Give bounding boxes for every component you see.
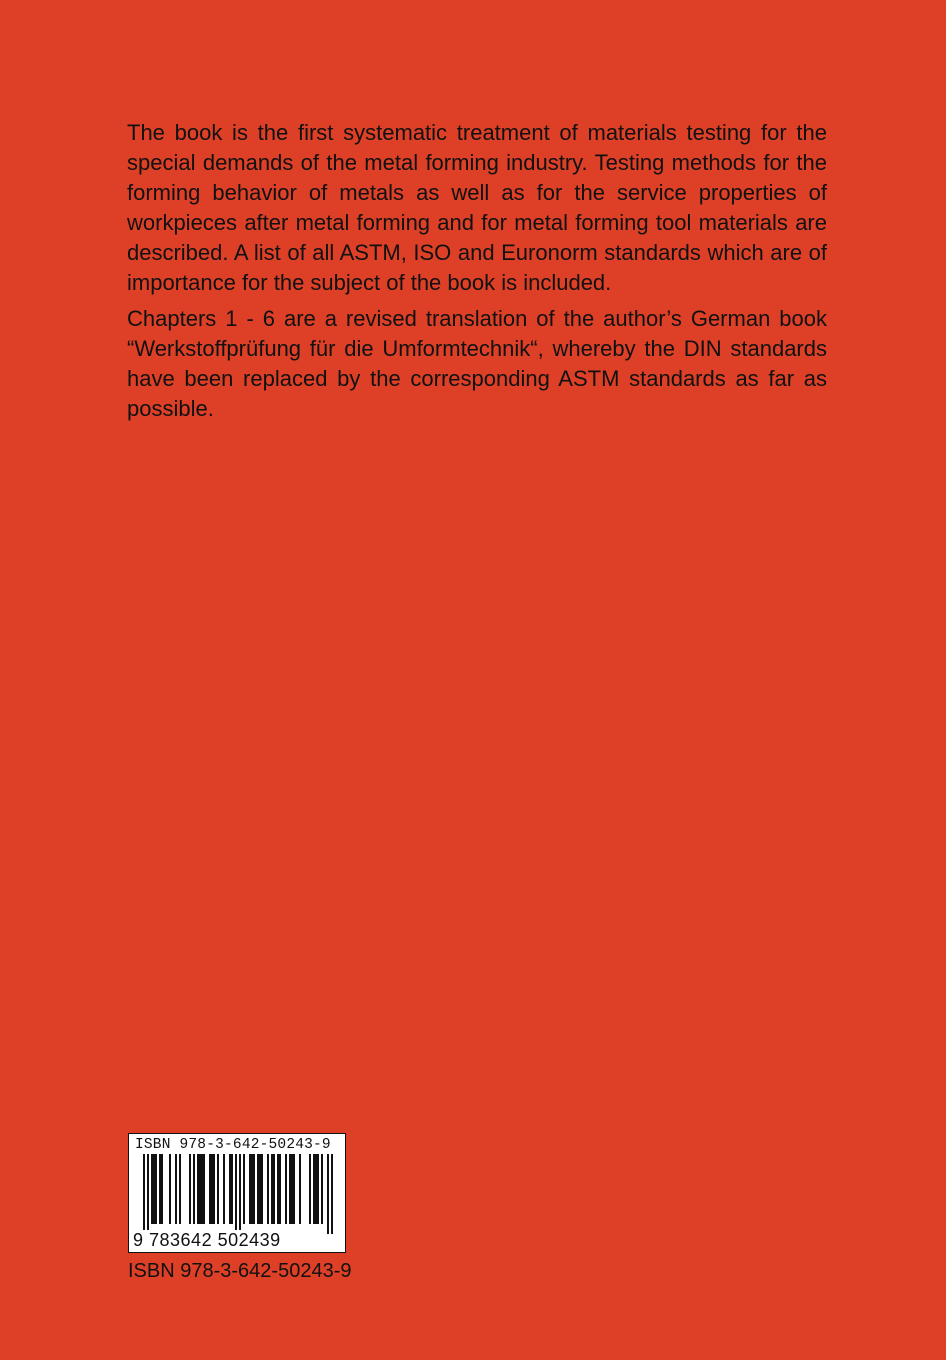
barcode-bar [321,1154,323,1224]
barcode-bar [199,1154,201,1224]
barcode-digits: 9 783642 502439 [133,1230,281,1250]
barcode-bar [273,1154,275,1224]
barcode-bar [279,1154,281,1224]
barcode-bar [243,1154,245,1224]
barcode-bar [179,1154,181,1224]
barcode-bar [147,1154,149,1234]
blurb-paragraph-1: The book is the first systematic treatment of materials testing for the special demands of the metal forming industry. Testing methods for the forming behavior of metals as well as for the service properties of workpieces after metal forming and for metal forming tool materials are described. A list of all ASTM, ISO and Euronorm standards which are of importance for the subject of the book is included. [127,120,827,295]
barcode-isbn-label: ISBN 978-3-642-50243-9 [135,1137,331,1153]
barcode-bar [291,1154,293,1224]
barcode-bar [239,1154,241,1234]
barcode-bar [289,1154,291,1224]
barcode-bar [151,1154,153,1224]
barcode-bar [143,1154,145,1234]
barcode-bar [309,1154,311,1224]
barcode-bar [197,1154,199,1224]
barcode-bar [231,1154,233,1224]
barcode-bar [259,1154,261,1224]
barcode-bar [201,1154,203,1224]
barcode-bar [249,1154,251,1224]
barcode-bar [299,1154,301,1224]
barcode-bar [257,1154,259,1224]
blurb-paragraph-2: Chapters 1 - 6 are a revised translation of the author’s German book “Werkstoffprüfung für die Umformtechnik“, whereby the DIN standards have been replaced by the corresponding ASTM standards as far as possible. [127,306,827,421]
barcode-bar [235,1154,237,1234]
barcode-bar [169,1154,171,1224]
barcode-bar [175,1154,177,1224]
barcode-bar [193,1154,195,1224]
barcode-bar [153,1154,155,1224]
back-cover-blurb [127,118,827,430]
barcode-bar [313,1154,315,1224]
barcode-bar [161,1154,163,1224]
barcode-panel [128,1133,346,1253]
barcode-bar [217,1154,219,1224]
barcode-bar [203,1154,205,1224]
barcode-bar [253,1154,255,1224]
barcode-bar [229,1154,231,1224]
barcode-bar [317,1154,319,1224]
barcode-bar [315,1154,317,1224]
barcode-bar [159,1154,161,1224]
barcode-bar [277,1154,279,1224]
barcode-bar [285,1154,287,1224]
barcode-bar [209,1154,211,1224]
barcode-image [129,1154,345,1234]
barcode-bar [293,1154,295,1224]
barcode-bar [251,1154,253,1224]
barcode-bar [213,1154,215,1224]
barcode-bar [331,1154,333,1234]
barcode-bar [223,1154,225,1224]
barcode-bar [261,1154,263,1224]
barcode-bar [211,1154,213,1224]
barcode-bar [267,1154,269,1224]
barcode-bar [189,1154,191,1224]
barcode-bar [327,1154,329,1234]
barcode-bar [271,1154,273,1224]
isbn-text: ISBN 978-3-642-50243-9 [128,1260,352,1282]
barcode-bar [155,1154,157,1224]
